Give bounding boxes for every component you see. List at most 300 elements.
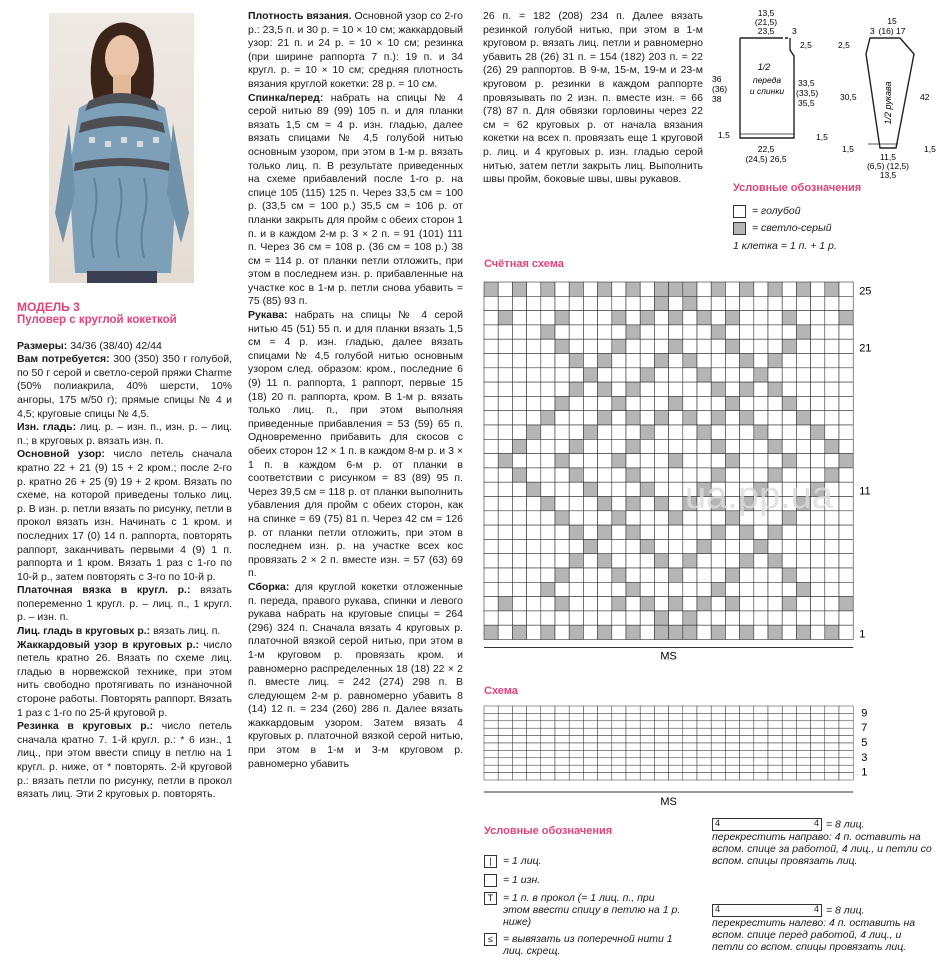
chart-cell (498, 482, 512, 496)
scheme-cell (640, 750, 654, 757)
chart-cell (768, 325, 782, 339)
col1-paragraph: Изн. гладь: лиц. р. – изн. п., изн. р. – лиц. п.; в круговых р. вязать изн. п. (17, 421, 232, 447)
chart-cell (740, 625, 754, 639)
chart-cell (598, 354, 612, 368)
chart-cell (541, 525, 555, 539)
scheme-cell (740, 743, 754, 750)
scheme-cell (484, 758, 498, 765)
chart-cell (839, 354, 853, 368)
chart-cell (626, 597, 640, 611)
scheme-cell (825, 736, 839, 743)
chart-cell (626, 625, 640, 639)
cable-right-icon: 4 4 (712, 818, 822, 831)
chart-cell (740, 597, 754, 611)
chart-cell (654, 554, 668, 568)
chart-cell (612, 454, 626, 468)
chart-cell (583, 554, 597, 568)
scheme-cell (555, 721, 569, 728)
chart-cell (711, 354, 725, 368)
chart-cell (683, 525, 697, 539)
chart-cell (825, 282, 839, 296)
chart-cell (626, 325, 640, 339)
chart-cell (555, 525, 569, 539)
chart-cell (612, 597, 626, 611)
chart-cell (498, 396, 512, 410)
chart-cell (768, 439, 782, 453)
scheme-cell (782, 765, 796, 772)
scheme-cell (626, 758, 640, 765)
chart-cell (782, 396, 796, 410)
scheme-cell (811, 773, 825, 780)
chart-cell (626, 582, 640, 596)
chart-cell (754, 611, 768, 625)
chart-cell (498, 468, 512, 482)
chart-cell (541, 439, 555, 453)
chart-cell (498, 425, 512, 439)
chart-cell (583, 382, 597, 396)
scheme-cell (654, 736, 668, 743)
scheme-cell (697, 758, 711, 765)
chart-cell (811, 354, 825, 368)
chart-cell (754, 368, 768, 382)
chart-cell (527, 425, 541, 439)
scheme-cell (796, 743, 810, 750)
chart-cell (697, 325, 711, 339)
chart-cell (683, 325, 697, 339)
chart-cell (754, 311, 768, 325)
chart-cell (626, 311, 640, 325)
chart-cell (541, 282, 555, 296)
scheme-cell (669, 706, 683, 713)
scheme-cell (583, 758, 597, 765)
chart-cell (484, 382, 498, 396)
chart-cell (512, 296, 526, 310)
scheme-cell (569, 736, 583, 743)
chart-cell (612, 339, 626, 353)
scheme-cell (484, 765, 498, 772)
chart-cell (740, 425, 754, 439)
chart-cell (825, 525, 839, 539)
chart-cell (498, 568, 512, 582)
scheme-cell (711, 758, 725, 765)
chart-cell (654, 482, 668, 496)
chart-cell (669, 396, 683, 410)
chart-cell (612, 554, 626, 568)
chart-cell (484, 325, 498, 339)
scheme-cell (498, 758, 512, 765)
scheme-cell (626, 721, 640, 728)
scheme-cell (683, 706, 697, 713)
chart-cell (569, 425, 583, 439)
chart-cell (768, 582, 782, 596)
chart-cell (569, 497, 583, 511)
chart-cell (669, 625, 683, 639)
chart-cell (512, 582, 526, 596)
chart-cell (598, 525, 612, 539)
scheme-cell (782, 758, 796, 765)
front-label-1: 1/2 (757, 62, 771, 72)
scheme-cell (484, 721, 498, 728)
chart-cell (498, 554, 512, 568)
chart-cell (527, 339, 541, 353)
chart-cell (583, 568, 597, 582)
chart-cell (796, 568, 810, 582)
scheme-cell (697, 728, 711, 735)
chart-cell (839, 454, 853, 468)
scheme-cell (484, 736, 498, 743)
chart-cell (782, 539, 796, 553)
scheme-cell (725, 765, 739, 772)
chart-cell (512, 354, 526, 368)
chart-cell (654, 296, 668, 310)
scheme-cell (839, 713, 853, 720)
chart-cell (583, 454, 597, 468)
chart-cell (811, 554, 825, 568)
chart-cell (754, 539, 768, 553)
chart-cell (498, 282, 512, 296)
scheme-title: Схема (484, 685, 518, 697)
chart-cell (626, 468, 640, 482)
scheme-cell (598, 773, 612, 780)
chart-cell (811, 368, 825, 382)
chart-cell (654, 625, 668, 639)
scheme-cell (754, 750, 768, 757)
scheme-cell (541, 706, 555, 713)
chart-cell (796, 354, 810, 368)
svg-text:переда: переда (752, 75, 782, 85)
chart-cell (825, 354, 839, 368)
chart-cell (740, 339, 754, 353)
chart-cell (839, 411, 853, 425)
scheme-cell (768, 721, 782, 728)
svg-text:30,5: 30,5 (840, 92, 857, 102)
chart-cell (768, 296, 782, 310)
chart-cell (512, 454, 526, 468)
scheme-cell (626, 728, 640, 735)
chart-cell (555, 539, 569, 553)
chart-cell (569, 554, 583, 568)
chart-cell (683, 382, 697, 396)
chart-cell (683, 439, 697, 453)
chart-cell (583, 611, 597, 625)
scheme-cell (612, 773, 626, 780)
scheme-cell (768, 750, 782, 757)
scheme-cell (754, 713, 768, 720)
chart-cell (640, 554, 654, 568)
chart-cell (697, 597, 711, 611)
scheme-cell (626, 773, 640, 780)
chart-cell (683, 454, 697, 468)
chart-cell (796, 582, 810, 596)
scheme-cell (825, 743, 839, 750)
chart-cell (825, 539, 839, 553)
scheme-cell (598, 743, 612, 750)
chart-cell (527, 525, 541, 539)
chart-cell (527, 311, 541, 325)
chart-cell (555, 396, 569, 410)
scheme-cell (541, 758, 555, 765)
scheme-cell (640, 713, 654, 720)
chart-cell (569, 368, 583, 382)
scheme-cell (541, 743, 555, 750)
scheme-cell (697, 765, 711, 772)
chart-cell (640, 325, 654, 339)
chart-cell (626, 525, 640, 539)
chart-cell (711, 439, 725, 453)
chart-cell (754, 554, 768, 568)
scheme-cell (740, 773, 754, 780)
svg-text:(24,5) 26,5: (24,5) 26,5 (745, 154, 787, 164)
svg-text:(36): (36) (712, 84, 728, 94)
scheme-cell (754, 706, 768, 713)
scheme-cell (669, 713, 683, 720)
chart-cell (484, 497, 498, 511)
scheme-cell (711, 713, 725, 720)
chart-cell (740, 282, 754, 296)
chart-cell (541, 411, 555, 425)
sleeve-label: 1/2 рукава (883, 81, 893, 125)
scheme-cell (626, 706, 640, 713)
chart-cell (768, 282, 782, 296)
chart-cell (654, 339, 668, 353)
svg-text:1,5: 1,5 (842, 144, 854, 154)
scheme-cell (725, 706, 739, 713)
chart-cell (484, 554, 498, 568)
chart-cell (583, 497, 597, 511)
scheme-cell (839, 736, 853, 743)
chart-cell (583, 368, 597, 382)
scheme-cell (796, 706, 810, 713)
scheme-cell (796, 728, 810, 735)
scheme-cell (498, 706, 512, 713)
chart-cell (555, 582, 569, 596)
col2-paragraph: Плотность вязания. Основной узор со 2-го р.: 23,5 п. и 30 р. = 10 × 10 см; жаккардовый узор: 21 п. и 24 р. = 10 × 10 см; резинка (при ширине раппорта 7 п.): 19 п. и 34 кругл. р. = 10 × 10 см; средняя плотность вязания круглой кокетки: 28 р. = 10 см. (248, 10, 463, 90)
chart-cell (498, 439, 512, 453)
chart-cell (654, 325, 668, 339)
chart-cell (754, 425, 768, 439)
chart-cell (811, 454, 825, 468)
chart-cell (725, 425, 739, 439)
chart-cell (541, 454, 555, 468)
chart-cell (527, 625, 541, 639)
chart-cell (654, 311, 668, 325)
chart-cell (555, 454, 569, 468)
chart-cell (598, 454, 612, 468)
col1-paragraph: Резинка в круговых р.: число петель сначала кратно 7. 1-й кругл. р.: * 6 изн., 1 лиц., при этом ввести спицу в петлю на 1 кругл. р. ниже, от * повторять. 2-й круговой р.: вязать петли по рисунку, петли в прокол вязать лиц. Эти 2 круговых р. повторять. (17, 720, 232, 801)
scheme-cell (796, 773, 810, 780)
chart-cell (612, 311, 626, 325)
chart-cell (640, 597, 654, 611)
scheme-cell (711, 736, 725, 743)
svg-text:38: 38 (712, 94, 722, 104)
chart-cell (569, 611, 583, 625)
chart-cell (669, 454, 683, 468)
chart-cell (697, 296, 711, 310)
chart-cell (583, 582, 597, 596)
scheme-cell (825, 758, 839, 765)
chart-cell (669, 382, 683, 396)
legend1-title: Условные обозначения (733, 182, 862, 194)
chart-cell (598, 411, 612, 425)
chart-cell (839, 597, 853, 611)
watermark: ua.pp.ua (685, 475, 833, 517)
scheme-cell (512, 728, 526, 735)
jacquard-chart (480, 278, 890, 673)
chart-cell (669, 597, 683, 611)
chart-cell (640, 411, 654, 425)
scheme-cell (711, 743, 725, 750)
scheme-cell (825, 706, 839, 713)
scheme-cell (796, 750, 810, 757)
chart-cell (683, 425, 697, 439)
scheme-cell (754, 728, 768, 735)
chart-cell (527, 368, 541, 382)
scheme-cell (484, 773, 498, 780)
chart-cell (640, 539, 654, 553)
chart-cell (527, 396, 541, 410)
scheme-cell (569, 743, 583, 750)
chart-cell (612, 611, 626, 625)
svg-text:13,5: 13,5 (879, 170, 897, 180)
chart-cell (782, 325, 796, 339)
scheme-cell (484, 713, 498, 720)
chart-cell (768, 354, 782, 368)
svg-text:22,5: 22,5 (757, 144, 775, 154)
scheme-cell (583, 773, 597, 780)
chart-cell (541, 625, 555, 639)
chart-cell (598, 396, 612, 410)
legend2-cable: 4 4 = 8 лиц. перекрестить направо: 4 п. оставить на вспом. спице за работой, 4 лиц., и петли со вспом. спицы провязать лиц. (712, 818, 932, 867)
chart-cell (598, 511, 612, 525)
chart-cell (683, 625, 697, 639)
chart-cell (527, 482, 541, 496)
chart-cell (527, 611, 541, 625)
chart-cell (825, 368, 839, 382)
chart-cell (711, 611, 725, 625)
chart-cell (768, 411, 782, 425)
scheme-cell (640, 728, 654, 735)
svg-text:2,5: 2,5 (800, 40, 812, 50)
col1-paragraph: Платочная вязка в кругл. р.: вязать попеременно 1 кругл. р. – лиц. п., 1 кругл. р. – изн. п. (17, 584, 232, 624)
chart-cell (697, 611, 711, 625)
chart-cell (740, 454, 754, 468)
scheme-cell (782, 728, 796, 735)
scheme-cell (768, 773, 782, 780)
scheme-cell (583, 713, 597, 720)
scheme-cell (527, 743, 541, 750)
scheme-cell (569, 706, 583, 713)
chart-cell (782, 439, 796, 453)
chart-cell (484, 368, 498, 382)
chart-cell (711, 454, 725, 468)
chart-cell (555, 625, 569, 639)
scheme-cell (811, 743, 825, 750)
scheme-cell (697, 721, 711, 728)
chart-cell (555, 439, 569, 453)
chart-cell (796, 311, 810, 325)
chart-cell (839, 497, 853, 511)
chart-cell (527, 539, 541, 553)
chart-cell (697, 382, 711, 396)
chart-cell (626, 282, 640, 296)
chart-cell (811, 539, 825, 553)
chart-cell (839, 368, 853, 382)
chart-cell (711, 296, 725, 310)
chart-row-label: 21 (859, 342, 872, 355)
chart-cell (839, 282, 853, 296)
scheme-cell (541, 736, 555, 743)
chart-cell (612, 497, 626, 511)
chart-cell (839, 582, 853, 596)
scheme-cell (683, 773, 697, 780)
chart-cell (640, 468, 654, 482)
pattern-diagrams (710, 8, 942, 188)
chart-cell (541, 339, 555, 353)
chart-cell (612, 468, 626, 482)
chart-cell (512, 325, 526, 339)
chart-cell (512, 482, 526, 496)
chart-cell (683, 611, 697, 625)
chart-cell (725, 439, 739, 453)
chart-cell (654, 411, 668, 425)
chart-cell (711, 568, 725, 582)
chart-cell (498, 296, 512, 310)
chart-cell (598, 582, 612, 596)
chart-cell (711, 597, 725, 611)
chart-cell (683, 339, 697, 353)
scheme-cell (683, 758, 697, 765)
chart-cell (768, 339, 782, 353)
chart-cell (569, 454, 583, 468)
chart-cell (555, 368, 569, 382)
chart-cell (512, 611, 526, 625)
svg-text:(6,5) (12,5): (6,5) (12,5) (866, 161, 910, 171)
scheme-cell (754, 736, 768, 743)
chart-cell (725, 554, 739, 568)
chart-cell (725, 411, 739, 425)
scheme-cell (683, 743, 697, 750)
chart-cell (484, 597, 498, 611)
chart-cell (541, 468, 555, 482)
chart-cell (669, 325, 683, 339)
scheme-cell (484, 706, 498, 713)
chart-cell (754, 411, 768, 425)
chart-cell (796, 439, 810, 453)
chart-cell (612, 582, 626, 596)
chart-cell (555, 611, 569, 625)
chart-cell (555, 354, 569, 368)
chart-cell (796, 454, 810, 468)
chart-cell (612, 439, 626, 453)
chart-cell (754, 625, 768, 639)
chart-cell (768, 539, 782, 553)
scheme-cell (527, 758, 541, 765)
scheme-cell (598, 736, 612, 743)
chart-cell (740, 311, 754, 325)
chart-cell (569, 411, 583, 425)
chart-cell (626, 296, 640, 310)
chart-cell (484, 454, 498, 468)
legend2-cable: 4 4 = 8 лиц. перекрестить налево: 4 п. оставить на вспом. спице перед работой, 4 лиц., и петли со вспом. спицы провязать лиц. (712, 904, 916, 953)
chart-cell (725, 539, 739, 553)
svg-text:(16) 17: (16) 17 (878, 26, 906, 36)
scheme-cell (541, 713, 555, 720)
chart-row-label: 11 (859, 485, 871, 498)
scheme-cell (498, 750, 512, 757)
scheme-cell (555, 736, 569, 743)
chart-cell (626, 339, 640, 353)
chart-cell (512, 597, 526, 611)
